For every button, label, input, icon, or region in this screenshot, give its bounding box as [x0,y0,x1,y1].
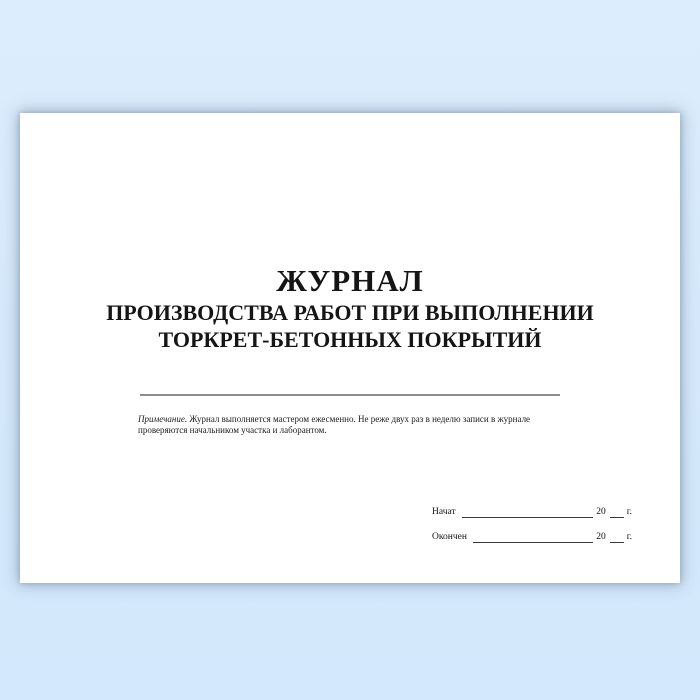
note-text: Журнал выполняется мастером ежесменно. Не реже двух раз в неделю записи в журнале проверяются начальником участка и лаборантом. [138,414,531,435]
journal-subtitle-line1: ПРОИЗВОДСТВА РАБОТ ПРИ ВЫПОЛНЕНИИ [106,300,594,325]
started-year-suffix: г. [626,507,632,517]
started-year-blank [610,517,624,518]
journal-cover-page [20,113,680,583]
started-blank-line [462,517,594,518]
note-label: Примечание. [138,414,188,424]
finished-field-row [432,530,632,543]
journal-subtitle-line2: ТОРКРЕТ-БЕТОННЫХ ПОКРЫТИЙ [158,327,542,352]
started-year-prefix: 20 [596,507,606,517]
finished-year-blank [610,542,624,543]
started-label: Начат [432,507,456,517]
title-divider [140,394,560,396]
finished-blank-line [473,542,593,543]
finished-label: Окончен [432,532,467,542]
finished-year-suffix: г. [626,532,632,542]
note-paragraph [138,414,568,436]
finished-year-prefix: 20 [596,532,606,542]
journal-title: ЖУРНАЛ [276,263,424,298]
started-field-row [432,505,632,518]
date-fields-block [432,505,632,555]
